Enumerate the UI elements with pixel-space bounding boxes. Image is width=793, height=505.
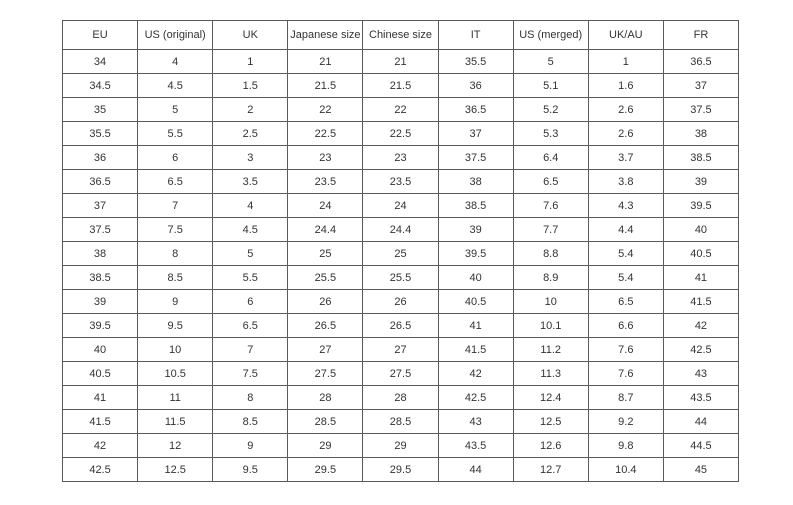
table-cell: 8.7 (588, 386, 663, 410)
table-cell: 4.4 (588, 218, 663, 242)
table-cell: 12.4 (513, 386, 588, 410)
table-cell: 24.4 (363, 218, 438, 242)
table-cell: 6 (138, 146, 213, 170)
table-cell: 26 (288, 290, 363, 314)
table-cell: 9.5 (138, 314, 213, 338)
table-cell: 36.5 (663, 50, 738, 74)
table-cell: 26.5 (363, 314, 438, 338)
column-header: Japanese size (288, 21, 363, 50)
table-cell: 25 (363, 242, 438, 266)
table-cell: 36 (63, 146, 138, 170)
table-row (63, 74, 739, 98)
table-cell: 29 (363, 434, 438, 458)
table-cell: 8 (138, 242, 213, 266)
table-row (63, 362, 739, 386)
table-cell: 40 (663, 218, 738, 242)
column-header: UK/AU (588, 21, 663, 50)
table-cell: 2.6 (588, 98, 663, 122)
table-cell: 5.5 (138, 122, 213, 146)
table-cell: 42.5 (438, 386, 513, 410)
table-cell: 11.3 (513, 362, 588, 386)
column-header: IT (438, 21, 513, 50)
table-cell: 6.5 (213, 314, 288, 338)
table-cell: 7.7 (513, 218, 588, 242)
table-cell: 37.5 (63, 218, 138, 242)
table-cell: 39 (63, 290, 138, 314)
table-cell: 11.2 (513, 338, 588, 362)
table-cell: 3.5 (213, 170, 288, 194)
table-cell: 10.5 (138, 362, 213, 386)
table-cell: 43.5 (663, 386, 738, 410)
table-cell: 11.5 (138, 410, 213, 434)
table-cell: 11 (138, 386, 213, 410)
table-cell: 39.5 (63, 314, 138, 338)
table-row (63, 218, 739, 242)
table-cell: 3.7 (588, 146, 663, 170)
table-row (63, 266, 739, 290)
table-cell: 7.5 (138, 218, 213, 242)
table-cell: 1.6 (588, 74, 663, 98)
table-cell: 39 (663, 170, 738, 194)
table-cell: 38.5 (438, 194, 513, 218)
table-cell: 38.5 (663, 146, 738, 170)
table-cell: 45 (663, 458, 738, 482)
table-cell: 40 (63, 338, 138, 362)
column-header: EU (63, 21, 138, 50)
table-cell: 2 (213, 98, 288, 122)
table-cell: 29.5 (363, 458, 438, 482)
table-cell: 38 (438, 170, 513, 194)
table-cell: 3.8 (588, 170, 663, 194)
column-header: US (merged) (513, 21, 588, 50)
table-cell: 2.5 (213, 122, 288, 146)
table-cell: 1 (588, 50, 663, 74)
table-cell: 39.5 (663, 194, 738, 218)
table-cell: 10 (513, 290, 588, 314)
table-cell: 4 (213, 194, 288, 218)
table-cell: 8.9 (513, 266, 588, 290)
table-cell: 26 (363, 290, 438, 314)
table-cell: 29.5 (288, 458, 363, 482)
table-cell: 8.5 (138, 266, 213, 290)
table-cell: 5 (213, 242, 288, 266)
table-cell: 38 (663, 122, 738, 146)
table-cell: 5.5 (213, 266, 288, 290)
table-row (63, 410, 739, 434)
table-cell: 41 (63, 386, 138, 410)
table-cell: 21 (288, 50, 363, 74)
table-cell: 23 (288, 146, 363, 170)
table-cell: 23.5 (288, 170, 363, 194)
table-cell: 27 (288, 338, 363, 362)
table-cell: 35.5 (63, 122, 138, 146)
table-cell: 23.5 (363, 170, 438, 194)
table-cell: 9 (138, 290, 213, 314)
table-cell: 8.5 (213, 410, 288, 434)
table-cell: 38 (63, 242, 138, 266)
table-cell: 28 (363, 386, 438, 410)
table-cell: 6 (213, 290, 288, 314)
table-cell: 28 (288, 386, 363, 410)
table-cell: 6.6 (588, 314, 663, 338)
column-header: US (original) (138, 21, 213, 50)
table-cell: 12 (138, 434, 213, 458)
table-row (63, 98, 739, 122)
table-cell: 39.5 (438, 242, 513, 266)
table-cell: 5 (513, 50, 588, 74)
table-cell: 40.5 (663, 242, 738, 266)
table-cell: 7.6 (513, 194, 588, 218)
table-row (63, 146, 739, 170)
table-cell: 42 (63, 434, 138, 458)
table-cell: 43 (663, 362, 738, 386)
table-row (63, 122, 739, 146)
table-cell: 37 (63, 194, 138, 218)
table-cell: 36 (438, 74, 513, 98)
table-row (63, 314, 739, 338)
table-cell: 35.5 (438, 50, 513, 74)
table-cell: 24 (363, 194, 438, 218)
table-cell: 12.7 (513, 458, 588, 482)
table-cell: 24.4 (288, 218, 363, 242)
table-cell: 39 (438, 218, 513, 242)
table-cell: 3 (213, 146, 288, 170)
table-cell: 5.3 (513, 122, 588, 146)
table-row (63, 242, 739, 266)
table-cell: 42 (438, 362, 513, 386)
table-row (63, 338, 739, 362)
table-cell: 12.6 (513, 434, 588, 458)
table-cell: 37.5 (438, 146, 513, 170)
table-row (63, 458, 739, 482)
column-header: Chinese size (363, 21, 438, 50)
table-cell: 41.5 (63, 410, 138, 434)
table-row (63, 170, 739, 194)
table-cell: 37 (663, 74, 738, 98)
table-cell: 21 (363, 50, 438, 74)
table-cell: 12.5 (138, 458, 213, 482)
table-cell: 7.6 (588, 362, 663, 386)
table-cell: 4.5 (138, 74, 213, 98)
table-cell: 4 (138, 50, 213, 74)
table-cell: 43.5 (438, 434, 513, 458)
table-cell: 42 (663, 314, 738, 338)
table-cell: 12.5 (513, 410, 588, 434)
table-cell: 9.2 (588, 410, 663, 434)
table-cell: 27 (363, 338, 438, 362)
table-row (63, 290, 739, 314)
table-cell: 6.5 (138, 170, 213, 194)
table-cell: 5.4 (588, 266, 663, 290)
table-cell: 40.5 (63, 362, 138, 386)
table-cell: 10.4 (588, 458, 663, 482)
table-cell: 7 (213, 338, 288, 362)
table-cell: 7 (138, 194, 213, 218)
table-header (63, 21, 739, 50)
table-cell: 44.5 (663, 434, 738, 458)
table-cell: 44 (663, 410, 738, 434)
table-cell: 27.5 (288, 362, 363, 386)
table-cell: 40.5 (438, 290, 513, 314)
table-cell: 22 (363, 98, 438, 122)
table-row (63, 194, 739, 218)
table-cell: 36.5 (63, 170, 138, 194)
table-cell: 44 (438, 458, 513, 482)
table-cell: 8 (213, 386, 288, 410)
column-header: UK (213, 21, 288, 50)
table-cell: 9.5 (213, 458, 288, 482)
table-cell: 25.5 (288, 266, 363, 290)
table-cell: 27.5 (363, 362, 438, 386)
table-cell: 6.4 (513, 146, 588, 170)
table-cell: 23 (363, 146, 438, 170)
table-cell: 6.5 (588, 290, 663, 314)
table-cell: 41 (663, 266, 738, 290)
table-cell: 21.5 (288, 74, 363, 98)
table-cell: 41 (438, 314, 513, 338)
table-cell: 5.1 (513, 74, 588, 98)
table-cell: 26.5 (288, 314, 363, 338)
table-cell: 22 (288, 98, 363, 122)
table-cell: 25 (288, 242, 363, 266)
table-row (63, 386, 739, 410)
table-cell: 5.2 (513, 98, 588, 122)
table-row (63, 434, 739, 458)
table-cell: 25.5 (363, 266, 438, 290)
table-cell: 40 (438, 266, 513, 290)
table-cell: 28.5 (363, 410, 438, 434)
table-cell: 2.6 (588, 122, 663, 146)
table-cell: 4.3 (588, 194, 663, 218)
table-cell: 36.5 (438, 98, 513, 122)
table-cell: 42.5 (663, 338, 738, 362)
table-cell: 10 (138, 338, 213, 362)
table-cell: 28.5 (288, 410, 363, 434)
table-cell: 7.5 (213, 362, 288, 386)
table-cell: 8.8 (513, 242, 588, 266)
table-cell: 7.6 (588, 338, 663, 362)
table-cell: 37.5 (663, 98, 738, 122)
table-cell: 38.5 (63, 266, 138, 290)
table-cell: 22.5 (288, 122, 363, 146)
table-cell: 35 (63, 98, 138, 122)
table-cell: 5 (138, 98, 213, 122)
table-cell: 29 (288, 434, 363, 458)
table-cell: 9 (213, 434, 288, 458)
table-cell: 24 (288, 194, 363, 218)
table-cell: 21.5 (363, 74, 438, 98)
table-cell: 34 (63, 50, 138, 74)
table-cell: 22.5 (363, 122, 438, 146)
table-cell: 42.5 (63, 458, 138, 482)
table-cell: 6.5 (513, 170, 588, 194)
table-cell: 34.5 (63, 74, 138, 98)
size-table-body (63, 50, 739, 482)
table-cell: 41.5 (438, 338, 513, 362)
shoe-size-conversion-table (62, 20, 739, 482)
table-row (63, 50, 739, 74)
table-cell: 41.5 (663, 290, 738, 314)
table-cell: 10.1 (513, 314, 588, 338)
table-cell: 37 (438, 122, 513, 146)
table-cell: 1 (213, 50, 288, 74)
table-cell: 5.4 (588, 242, 663, 266)
column-header: FR (663, 21, 738, 50)
table-cell: 9.8 (588, 434, 663, 458)
header-row (63, 21, 739, 50)
table-cell: 43 (438, 410, 513, 434)
table-cell: 1.5 (213, 74, 288, 98)
table-cell: 4.5 (213, 218, 288, 242)
